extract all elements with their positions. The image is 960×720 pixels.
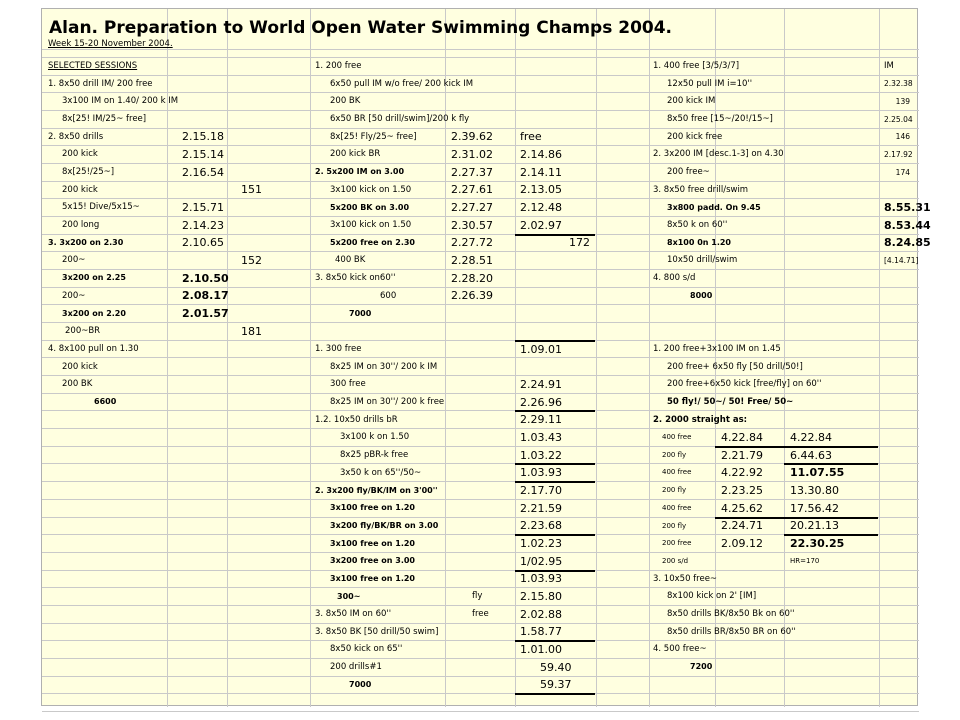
cell-border-thick xyxy=(515,481,595,483)
cell: 2.39.62 xyxy=(451,130,493,144)
cell: 1.03.93 xyxy=(520,572,562,586)
cell: 8x50 kick on 65'' xyxy=(330,644,403,655)
cell: 1.03.43 xyxy=(520,430,562,444)
cell: 2.27.72 xyxy=(451,236,493,250)
cell-border-thick xyxy=(515,340,595,342)
cell-border-thick xyxy=(515,570,595,572)
cell: 13.30.80 xyxy=(790,483,839,497)
cell: 11.07.55 xyxy=(790,466,845,480)
cell: 17.56.42 xyxy=(790,501,839,515)
cell: 3. 8x50 IM on 60'' xyxy=(315,609,392,620)
cell: 2. 8x50 drills xyxy=(48,131,104,142)
cell: 8x25 IM on 30''/ 200 k IM xyxy=(330,361,438,372)
cell: 200 kick xyxy=(62,361,98,372)
cell: 200 free xyxy=(662,539,692,548)
cell: 2.25.04 xyxy=(884,114,913,124)
grid-line-horizontal xyxy=(42,676,919,677)
grid-line-horizontal xyxy=(42,287,919,288)
cell: 1. 200 free+3x100 IM on 1.45 xyxy=(653,343,781,354)
cell: 3x100 free on 1.20 xyxy=(330,503,415,513)
cell: 200~BR xyxy=(65,326,101,337)
cell: 2.12.48 xyxy=(520,201,562,215)
cell: 6600 xyxy=(94,397,117,407)
grid-line-horizontal xyxy=(42,499,919,500)
cell: 1. 200 free xyxy=(315,61,362,71)
grid-line-vertical xyxy=(596,9,597,707)
cell: 2.02.97 xyxy=(520,218,562,232)
sheet-title: Alan. Preparation to World Open Water Swimming Champs 2004. xyxy=(49,18,673,38)
cell: 2.13.05 xyxy=(520,183,562,197)
cell-border-thick xyxy=(715,446,784,448)
cell: 6x50 pull IM w/o free/ 200 kick IM xyxy=(330,78,474,89)
cell: 8.53.44 xyxy=(884,218,931,232)
cell: 400 BK xyxy=(335,255,366,266)
cell: 1. 8x50 drill IM/ 200 free xyxy=(48,78,153,89)
cell: [4.14.71] xyxy=(884,256,919,266)
cell: 2.31.02 xyxy=(451,148,493,162)
grid-line-horizontal xyxy=(42,163,919,164)
cell: 2.27.37 xyxy=(451,165,493,179)
cell: 4.22.84 xyxy=(721,430,763,444)
grid-line-horizontal xyxy=(42,711,919,712)
cell: 400 free xyxy=(662,468,692,477)
grid-line-horizontal xyxy=(42,693,919,694)
grid-line-horizontal xyxy=(42,110,919,111)
cell-border-thick xyxy=(784,517,878,519)
cell: 2.21.59 xyxy=(520,501,562,515)
cell: 2.15.71 xyxy=(182,201,224,215)
cell: 6.44.63 xyxy=(790,448,832,462)
cell: 2.15.80 xyxy=(520,590,562,604)
cell: 3. 8x50 BK [50 drill/50 swim] xyxy=(315,626,439,637)
cell: 2.27.27 xyxy=(451,201,493,215)
cell: 7200 xyxy=(690,662,713,672)
cell: 8x25 pBR-k free xyxy=(340,449,409,460)
cell: 8x50 drills BK/8x50 Bk on 60'' xyxy=(667,609,795,620)
grid-line-horizontal xyxy=(42,410,919,411)
cell: 139 xyxy=(895,96,910,106)
cell: 181 xyxy=(241,324,262,338)
cell: 2.29.11 xyxy=(520,413,562,427)
cell: 3x100 IM on 1.40/ 200 k IM xyxy=(62,96,179,107)
cell: 2.14.11 xyxy=(520,165,562,179)
grid-line-horizontal xyxy=(42,234,919,235)
cell: 2.14.23 xyxy=(182,218,224,232)
grid-line-horizontal xyxy=(42,128,919,129)
cell: 8x[25! Fly/25~ free] xyxy=(330,131,417,142)
grid-line-horizontal xyxy=(42,57,919,58)
cell: 3x200 fly/BK/BR on 3.00 xyxy=(330,520,439,530)
cell: 2.21.79 xyxy=(721,448,763,462)
cell: 200 fly xyxy=(662,521,687,530)
grid-line-horizontal xyxy=(42,375,919,376)
cell: 8x[25! IM/25~ free] xyxy=(62,114,147,125)
cell: 4. 8x100 pull on 1.30 xyxy=(48,343,139,354)
cell: 22.30.25 xyxy=(790,536,845,550)
cell: 200 kick xyxy=(62,149,98,160)
cell-border-thick xyxy=(784,534,878,536)
cell: 200~ xyxy=(62,290,86,301)
cell: 400 free xyxy=(662,503,692,512)
cell: 7000 xyxy=(349,680,372,690)
grid-line-horizontal xyxy=(42,623,919,624)
cell: 3. 8x50 free drill/swim xyxy=(653,184,749,195)
cell: 200 free~ xyxy=(667,167,710,178)
cell: 2.28.20 xyxy=(451,271,493,285)
cell: 2.32.38 xyxy=(884,79,913,89)
cell: 6x50 BR [50 drill/swim]/200 k fly xyxy=(330,114,470,125)
cell: 2.16.54 xyxy=(182,165,224,179)
cell: 8x[25!/25~] xyxy=(62,167,115,178)
grid-line-horizontal xyxy=(42,181,919,182)
cell: 300 free xyxy=(330,379,366,390)
grid-line-vertical xyxy=(227,9,228,707)
cell: 2. 2000 straight as: xyxy=(653,414,748,425)
grid-line-horizontal xyxy=(42,92,919,93)
cell: 1.58.77 xyxy=(520,625,562,639)
cell: free xyxy=(472,609,489,620)
grid-line-horizontal xyxy=(42,49,919,50)
grid-line-vertical xyxy=(310,9,311,707)
cell: 4.25.62 xyxy=(721,501,763,515)
cell: 10x50 drill/swim xyxy=(667,255,738,266)
cell: 4. 800 s/d xyxy=(653,273,696,284)
cell: free xyxy=(520,130,542,144)
cell: 2. 3x200 fly/BK/IM on 3'00'' xyxy=(315,485,438,495)
cell: 8x50 free [15~/20!/15~] xyxy=(667,114,773,125)
cell: 200 kick BR xyxy=(330,149,381,160)
cell: 1. 300 free xyxy=(315,343,362,354)
grid-line-horizontal xyxy=(42,658,919,659)
grid-line-vertical xyxy=(649,9,650,707)
cell: 3x200 on 2.25 xyxy=(62,273,126,283)
cell: 4. 500 free~ xyxy=(653,644,707,655)
cell: 2.23.68 xyxy=(520,519,562,533)
cell-border-thick xyxy=(715,517,784,519)
cell: 1.2. 10x50 drills bR xyxy=(315,414,398,425)
cell-border-thick xyxy=(784,446,878,448)
cell: 2.09.12 xyxy=(721,536,763,550)
cell: 300~ xyxy=(337,591,361,601)
grid-line-horizontal xyxy=(42,428,919,429)
grid-line-horizontal xyxy=(42,605,919,606)
cell: 4.22.92 xyxy=(721,466,763,480)
cell-border-thick xyxy=(515,640,595,642)
cell: 8x100 kick on 2' [IM] xyxy=(667,591,757,602)
cell: 2.24.91 xyxy=(520,377,562,391)
grid-line-horizontal xyxy=(42,198,919,199)
cell: 3. 8x50 kick on60'' xyxy=(315,273,396,284)
grid-line-vertical xyxy=(515,9,516,707)
grid-line-horizontal xyxy=(42,322,919,323)
cell: 200 s/d xyxy=(662,556,689,565)
cell: 200 kick xyxy=(62,184,98,195)
grid-line-horizontal xyxy=(42,75,919,76)
cell: 3. 10x50 free~ xyxy=(653,573,718,584)
cell: 200~ xyxy=(62,255,86,266)
cell: 200 free+6x50 kick [free/fly] on 60'' xyxy=(667,379,822,390)
grid-line-horizontal xyxy=(42,393,919,394)
cell: fly xyxy=(472,591,483,602)
cell: 200 fly xyxy=(662,486,687,495)
cell: 3x50 k on 65''/50~ xyxy=(340,467,422,478)
cell: 2.23.25 xyxy=(721,483,763,497)
cell: 200 kick free xyxy=(667,131,723,142)
cell: 3x100 free on 1.20 xyxy=(330,574,415,583)
cell: 3. 3x200 on 2.30 xyxy=(48,238,124,248)
cell: 2.08.17 xyxy=(182,289,229,303)
grid-line-horizontal xyxy=(42,552,919,553)
cell: 2.17.92 xyxy=(884,149,913,159)
cell: 2.14.86 xyxy=(520,148,562,162)
cell: 2.27.61 xyxy=(451,183,493,197)
cell: 20.21.13 xyxy=(790,519,839,533)
cell: 12x50 pull IM i=10'' xyxy=(667,78,753,89)
grid-line-vertical xyxy=(879,9,880,707)
cell-border-thick xyxy=(515,410,595,412)
cell: 1.01.00 xyxy=(520,643,562,657)
cell: SELECTED SESSIONS xyxy=(48,61,138,71)
cell: 2.10.65 xyxy=(182,236,224,250)
cell: 2.01.57 xyxy=(182,307,229,321)
cell: 59.40 xyxy=(540,660,572,674)
grid-line-horizontal xyxy=(42,304,919,305)
grid-line-horizontal xyxy=(42,570,919,571)
cell: 200 BK xyxy=(62,379,93,390)
cell: 200 fly xyxy=(662,450,687,459)
cell: 59.37 xyxy=(540,678,572,692)
cell: 152 xyxy=(241,254,262,268)
cell: 2.15.18 xyxy=(182,130,224,144)
cell: 3x800 padd. On 9.45 xyxy=(667,202,761,212)
grid-line-horizontal xyxy=(42,251,919,252)
cell: 174 xyxy=(895,167,910,177)
cell: 2.26.96 xyxy=(520,395,562,409)
cell: 7000 xyxy=(349,308,372,318)
cell: 1/02.95 xyxy=(520,554,563,568)
cell: 2.02.88 xyxy=(520,607,562,621)
grid-line-vertical xyxy=(784,9,785,707)
spreadsheet xyxy=(41,8,931,706)
cell: 3x100 free on 1.20 xyxy=(330,538,415,548)
cell-border-thick xyxy=(515,693,595,695)
cell: 1.02.23 xyxy=(520,536,562,550)
grid-line-horizontal xyxy=(42,269,919,270)
cell: 2.24.71 xyxy=(721,519,763,533)
cell: 600 xyxy=(380,290,397,301)
cell: 5x200 BK on 3.00 xyxy=(330,202,410,212)
grid-line-horizontal xyxy=(42,340,919,341)
cell-border-thick xyxy=(515,534,595,536)
cell: 1.03.93 xyxy=(520,466,562,480)
cell: 200 BK xyxy=(330,96,361,107)
cell: 1. 400 free [3/5/3/7] xyxy=(653,61,740,71)
cell: 200 drills#1 xyxy=(330,662,382,673)
grid-line-horizontal xyxy=(42,216,919,217)
grid-line-vertical xyxy=(167,9,168,707)
cell: 5x15! Dive/5x15~ xyxy=(62,202,140,213)
cell: 1.03.22 xyxy=(520,448,562,462)
cell: 2.26.39 xyxy=(451,289,493,303)
grid-line-horizontal xyxy=(42,481,919,482)
cell: 2.15.14 xyxy=(182,148,224,162)
cell: 8x50 drills BR/8x50 BR on 60'' xyxy=(667,626,796,637)
cell: 8000 xyxy=(690,291,713,301)
cell: 8x100 0n 1.20 xyxy=(667,238,731,248)
cell: 8x50 k on 60'' xyxy=(667,220,728,231)
sheet-subtitle: Week 15-20 November 2004. xyxy=(48,39,173,49)
cell: 8.24.85 xyxy=(884,236,931,250)
cell: 2. 3x200 IM [desc.1-3] on 4.30 xyxy=(653,149,784,160)
cell: HR=170 xyxy=(790,556,820,565)
grid-line-horizontal xyxy=(42,357,919,358)
cell-border-thick xyxy=(515,463,595,465)
cell: 200 long xyxy=(62,220,100,231)
cell: 8.55.31 xyxy=(884,201,931,215)
cell: 400 free xyxy=(662,433,692,442)
cell: 151 xyxy=(241,183,262,197)
cell: 172 xyxy=(569,236,590,250)
cell: 3x200 on 2.20 xyxy=(62,308,126,318)
cell: 146 xyxy=(895,132,910,142)
grid-line-horizontal xyxy=(42,145,919,146)
cell: 2.28.51 xyxy=(451,254,493,268)
cell: 3x100 kick on 1.50 xyxy=(330,220,412,231)
grid-line-horizontal xyxy=(42,640,919,641)
grid-line-horizontal xyxy=(42,587,919,588)
cell: 5x200 free on 2.30 xyxy=(330,238,415,248)
cell: 3x200 free on 3.00 xyxy=(330,556,415,566)
cell: 200 kick IM xyxy=(667,96,716,107)
cell: 3x100 k on 1.50 xyxy=(340,432,410,443)
cell: 2.10.50 xyxy=(182,271,229,285)
cell: 2.17.70 xyxy=(520,483,562,497)
cell: 1.09.01 xyxy=(520,342,562,356)
cell: 2.30.57 xyxy=(451,218,493,232)
cell: 3x100 kick on 1.50 xyxy=(330,184,412,195)
cell-border-thick xyxy=(515,234,595,236)
cell: 50 fly!/ 50~/ 50! Free/ 50~ xyxy=(667,396,794,407)
cell: 4.22.84 xyxy=(790,430,832,444)
cell: 200 free+ 6x50 fly [50 drill/50!] xyxy=(667,361,803,372)
cell-border-thick xyxy=(784,463,878,465)
cell: 8x25 IM on 30''/ 200 k free xyxy=(330,396,445,407)
cell: IM xyxy=(884,61,894,71)
cell: 2. 5x200 IM on 3.00 xyxy=(315,167,405,177)
